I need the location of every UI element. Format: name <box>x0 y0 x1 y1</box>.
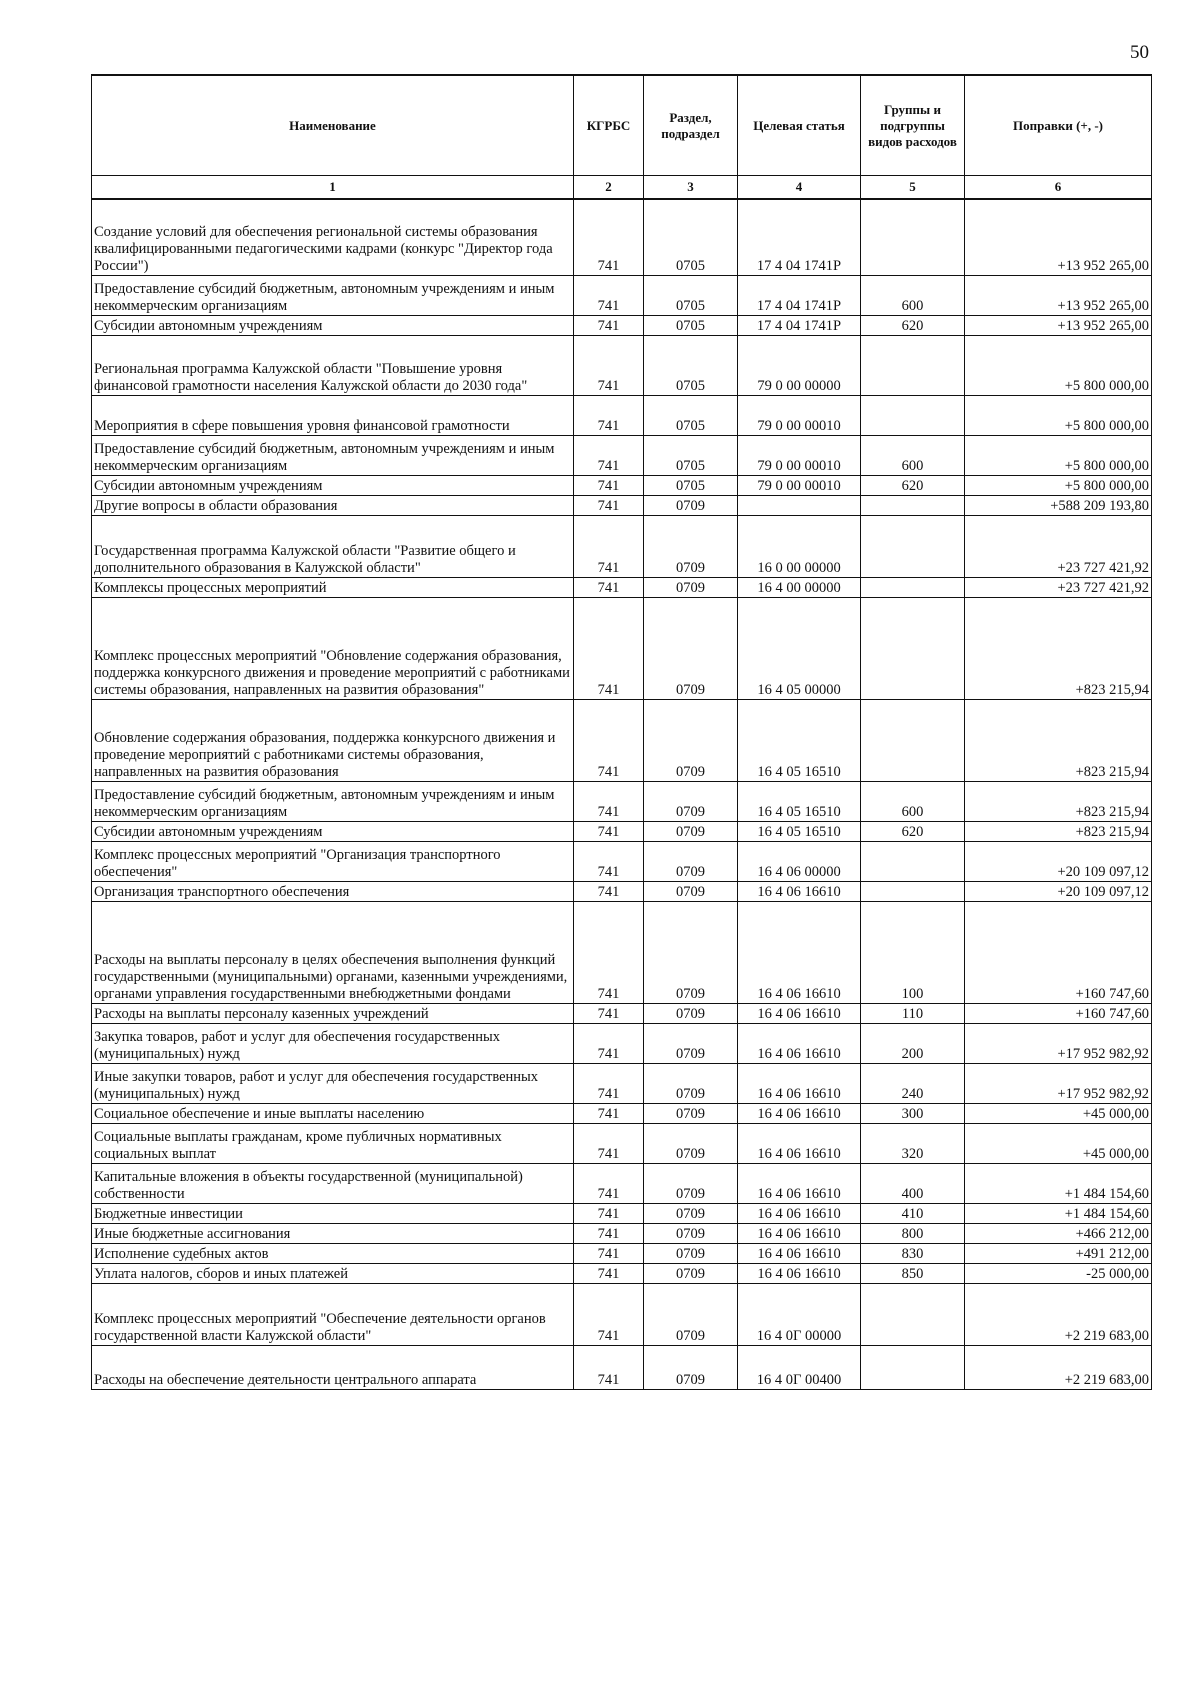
row-kgrbs: 741 <box>574 435 644 475</box>
row-expense-group: 300 <box>861 1103 965 1123</box>
row-name: Государственная программа Калужской области "Развитие общего и дополнительного образования в Калужской области" <box>92 515 574 577</box>
row-section: 0705 <box>644 335 738 395</box>
row-target-article: 79 0 00 00000 <box>738 335 861 395</box>
row-section: 0709 <box>644 1063 738 1103</box>
row-expense-group: 620 <box>861 315 965 335</box>
row-name: Субсидии автономным учреждениям <box>92 475 574 495</box>
row-name: Предоставление субсидий бюджетным, автономным учреждениям и иным некоммерческим организациям <box>92 275 574 315</box>
row-section: 0709 <box>644 1163 738 1203</box>
row-amendment-amount: +1 484 154,60 <box>965 1203 1152 1223</box>
row-target-article: 16 4 06 16610 <box>738 1063 861 1103</box>
row-name: Субсидии автономным учреждениям <box>92 315 574 335</box>
header-section: Раздел, подраздел <box>644 75 738 176</box>
page-number: 50 <box>1130 42 1149 63</box>
row-expense-group: 600 <box>861 781 965 821</box>
row-target-article: 16 4 06 00000 <box>738 841 861 881</box>
row-amendment-amount: +5 800 000,00 <box>965 435 1152 475</box>
table-row <box>92 577 1152 597</box>
row-expense-group <box>861 515 965 577</box>
row-kgrbs: 741 <box>574 1223 644 1243</box>
row-section: 0705 <box>644 315 738 335</box>
row-name: Другие вопросы в области образования <box>92 495 574 515</box>
table-header <box>92 75 1152 199</box>
row-section: 0709 <box>644 515 738 577</box>
row-target-article: 16 4 06 16610 <box>738 1123 861 1163</box>
row-amendment-amount: +13 952 265,00 <box>965 275 1152 315</box>
row-amendment-amount: +823 215,94 <box>965 597 1152 699</box>
row-kgrbs: 741 <box>574 495 644 515</box>
row-section: 0709 <box>644 1345 738 1389</box>
row-target-article: 16 4 06 16610 <box>738 1163 861 1203</box>
row-expense-group: 110 <box>861 1003 965 1023</box>
row-kgrbs: 741 <box>574 1023 644 1063</box>
row-kgrbs: 741 <box>574 1123 644 1163</box>
row-section: 0705 <box>644 275 738 315</box>
row-name: Социальные выплаты гражданам, кроме публичных нормативных социальных выплат <box>92 1123 574 1163</box>
row-section: 0709 <box>644 881 738 901</box>
row-kgrbs: 741 <box>574 699 644 781</box>
row-name: Исполнение судебных актов <box>92 1243 574 1263</box>
row-section: 0705 <box>644 199 738 275</box>
table-body <box>92 199 1152 1389</box>
row-target-article: 16 4 06 16610 <box>738 1103 861 1123</box>
table-row <box>92 1123 1152 1163</box>
table-row <box>92 1163 1152 1203</box>
row-target-article: 16 4 05 16510 <box>738 699 861 781</box>
row-kgrbs: 741 <box>574 395 644 435</box>
row-target-article: 16 4 06 16610 <box>738 881 861 901</box>
row-section: 0709 <box>644 577 738 597</box>
row-kgrbs: 741 <box>574 1003 644 1023</box>
row-amendment-amount: +491 212,00 <box>965 1243 1152 1263</box>
table-row <box>92 315 1152 335</box>
budget-amendments-table <box>91 74 1152 1390</box>
row-target-article: 16 4 05 00000 <box>738 597 861 699</box>
row-expense-group <box>861 199 965 275</box>
row-target-article: 79 0 00 00010 <box>738 475 861 495</box>
row-name: Обновление содержания образования, поддержка конкурсного движения и проведение мероприятий с работниками системы образования, направленных на развития образования <box>92 699 574 781</box>
row-kgrbs: 741 <box>574 1263 644 1283</box>
row-name: Закупка товаров, работ и услуг для обеспечения государственных (муниципальных) нужд <box>92 1023 574 1063</box>
row-kgrbs: 741 <box>574 1243 644 1263</box>
row-section: 0709 <box>644 1223 738 1243</box>
column-number: 3 <box>644 176 738 200</box>
table-row <box>92 699 1152 781</box>
table-row <box>92 781 1152 821</box>
row-kgrbs: 741 <box>574 1345 644 1389</box>
row-target-article: 16 4 06 16610 <box>738 1263 861 1283</box>
row-expense-group <box>861 335 965 395</box>
row-expense-group: 620 <box>861 475 965 495</box>
row-expense-group: 100 <box>861 901 965 1003</box>
row-amendment-amount: +588 209 193,80 <box>965 495 1152 515</box>
header-amendments: Поправки (+, -) <box>965 75 1152 176</box>
row-amendment-amount: +5 800 000,00 <box>965 335 1152 395</box>
column-number: 4 <box>738 176 861 200</box>
row-kgrbs: 741 <box>574 821 644 841</box>
table-row <box>92 821 1152 841</box>
table-row <box>92 275 1152 315</box>
row-name: Создание условий для обеспечения региональной системы образования квалифицированными педагогическими кадрами (конкурс "Директор года России") <box>92 199 574 275</box>
row-section: 0709 <box>644 1243 738 1263</box>
row-section: 0709 <box>644 1003 738 1023</box>
row-section: 0705 <box>644 395 738 435</box>
table-row <box>92 597 1152 699</box>
table-row <box>92 1063 1152 1103</box>
row-kgrbs: 741 <box>574 1203 644 1223</box>
row-kgrbs: 741 <box>574 315 644 335</box>
row-name: Организация транспортного обеспечения <box>92 881 574 901</box>
row-section: 0709 <box>644 1203 738 1223</box>
row-section: 0709 <box>644 841 738 881</box>
row-expense-group <box>861 495 965 515</box>
table-row <box>92 395 1152 435</box>
row-expense-group <box>861 395 965 435</box>
row-kgrbs: 741 <box>574 781 644 821</box>
row-amendment-amount: +2 219 683,00 <box>965 1283 1152 1345</box>
row-amendment-amount: +823 215,94 <box>965 821 1152 841</box>
row-amendment-amount: +23 727 421,92 <box>965 577 1152 597</box>
row-section: 0709 <box>644 781 738 821</box>
row-name: Расходы на обеспечение деятельности центрального аппарата <box>92 1345 574 1389</box>
row-target-article: 17 4 04 1741Р <box>738 315 861 335</box>
row-kgrbs: 741 <box>574 1163 644 1203</box>
table-row <box>92 335 1152 395</box>
row-amendment-amount: +160 747,60 <box>965 901 1152 1003</box>
row-name: Расходы на выплаты персоналу казенных учреждений <box>92 1003 574 1023</box>
row-section: 0709 <box>644 1283 738 1345</box>
row-amendment-amount: +20 109 097,12 <box>965 841 1152 881</box>
row-amendment-amount: +45 000,00 <box>965 1123 1152 1163</box>
row-amendment-amount: +2 219 683,00 <box>965 1345 1152 1389</box>
row-target-article: 16 4 06 16610 <box>738 1223 861 1243</box>
row-amendment-amount: +823 215,94 <box>965 699 1152 781</box>
table-row <box>92 881 1152 901</box>
row-amendment-amount: +1 484 154,60 <box>965 1163 1152 1203</box>
row-target-article: 16 4 05 16510 <box>738 821 861 841</box>
column-number: 5 <box>861 176 965 200</box>
row-target-article: 16 4 06 16610 <box>738 901 861 1003</box>
row-expense-group: 400 <box>861 1163 965 1203</box>
row-amendment-amount: +23 727 421,92 <box>965 515 1152 577</box>
row-kgrbs: 741 <box>574 515 644 577</box>
row-expense-group <box>861 881 965 901</box>
row-section: 0709 <box>644 1103 738 1123</box>
row-target-article: 16 4 06 16610 <box>738 1003 861 1023</box>
table-row <box>92 515 1152 577</box>
row-expense-group: 830 <box>861 1243 965 1263</box>
row-expense-group: 600 <box>861 435 965 475</box>
table-row <box>92 435 1152 475</box>
row-kgrbs: 741 <box>574 1063 644 1103</box>
row-section: 0709 <box>644 1023 738 1063</box>
row-name: Социальное обеспечение и иные выплаты населению <box>92 1103 574 1123</box>
row-name: Капитальные вложения в объекты государственной (муниципальной) собственности <box>92 1163 574 1203</box>
row-name: Комплекс процессных мероприятий "Организация транспортного обеспечения" <box>92 841 574 881</box>
row-kgrbs: 741 <box>574 1283 644 1345</box>
row-name: Региональная программа Калужской области "Повышение уровня финансовой грамотности населения Калужской области до 2030 года" <box>92 335 574 395</box>
row-target-article: 79 0 00 00010 <box>738 435 861 475</box>
row-expense-group: 800 <box>861 1223 965 1243</box>
header-row <box>92 75 1152 176</box>
row-section: 0709 <box>644 1123 738 1163</box>
column-number: 2 <box>574 176 644 200</box>
row-expense-group <box>861 1283 965 1345</box>
row-kgrbs: 741 <box>574 841 644 881</box>
row-kgrbs: 741 <box>574 901 644 1003</box>
row-amendment-amount: +17 952 982,92 <box>965 1063 1152 1103</box>
row-kgrbs: 741 <box>574 199 644 275</box>
row-target-article: 16 4 0Г 00000 <box>738 1283 861 1345</box>
header-target: Целевая статья <box>738 75 861 176</box>
row-amendment-amount: +5 800 000,00 <box>965 395 1152 435</box>
header-name: Наименование <box>92 75 574 176</box>
row-section: 0709 <box>644 699 738 781</box>
row-target-article: 17 4 04 1741Р <box>738 199 861 275</box>
row-name: Расходы на выплаты персоналу в целях обеспечения выполнения функций государственными (муниципальными) органами, казенными учреждениями, органами управления государственными внебюджетными фондами <box>92 901 574 1003</box>
row-amendment-amount: +13 952 265,00 <box>965 315 1152 335</box>
row-expense-group <box>861 597 965 699</box>
table-row <box>92 1103 1152 1123</box>
row-kgrbs: 741 <box>574 577 644 597</box>
column-number: 6 <box>965 176 1152 200</box>
row-name: Мероприятия в сфере повышения уровня финансовой грамотности <box>92 395 574 435</box>
table-row <box>92 1243 1152 1263</box>
table-row <box>92 1283 1152 1345</box>
row-expense-group <box>861 577 965 597</box>
row-expense-group: 600 <box>861 275 965 315</box>
row-section: 0709 <box>644 821 738 841</box>
row-target-article: 16 4 06 16610 <box>738 1023 861 1063</box>
row-name: Комплекс процессных мероприятий "Обеспечение деятельности органов государственной власти Калужской области" <box>92 1283 574 1345</box>
table-row <box>92 901 1152 1003</box>
row-section: 0705 <box>644 475 738 495</box>
row-amendment-amount: +160 747,60 <box>965 1003 1152 1023</box>
row-expense-group: 850 <box>861 1263 965 1283</box>
table-row <box>92 1203 1152 1223</box>
row-target-article: 16 4 05 16510 <box>738 781 861 821</box>
row-name: Предоставление субсидий бюджетным, автономным учреждениям и иным некоммерческим организациям <box>92 781 574 821</box>
row-name: Уплата налогов, сборов и иных платежей <box>92 1263 574 1283</box>
header-kgrbs: КГРБС <box>574 75 644 176</box>
table-row <box>92 1023 1152 1063</box>
row-amendment-amount: +45 000,00 <box>965 1103 1152 1123</box>
row-kgrbs: 741 <box>574 881 644 901</box>
row-amendment-amount: +823 215,94 <box>965 781 1152 821</box>
table-row <box>92 841 1152 881</box>
budget-table-container <box>91 74 1152 1390</box>
row-amendment-amount: +466 212,00 <box>965 1223 1152 1243</box>
row-kgrbs: 741 <box>574 597 644 699</box>
column-number: 1 <box>92 176 574 200</box>
row-expense-group: 240 <box>861 1063 965 1103</box>
row-target-article <box>738 495 861 515</box>
row-amendment-amount: +20 109 097,12 <box>965 881 1152 901</box>
table-row <box>92 1003 1152 1023</box>
row-section: 0709 <box>644 1263 738 1283</box>
row-expense-group <box>861 1345 965 1389</box>
row-name: Иные бюджетные ассигнования <box>92 1223 574 1243</box>
row-target-article: 16 4 06 16610 <box>738 1243 861 1263</box>
column-number-row <box>92 176 1152 200</box>
row-name: Комплекс процессных мероприятий "Обновление содержания образования, поддержка конкурсного движения и проведение мероприятий с работниками системы образования, направленных на развития образования" <box>92 597 574 699</box>
row-amendment-amount: +13 952 265,00 <box>965 199 1152 275</box>
row-expense-group: 620 <box>861 821 965 841</box>
row-expense-group <box>861 699 965 781</box>
table-row <box>92 1223 1152 1243</box>
row-section: 0709 <box>644 901 738 1003</box>
row-target-article: 16 0 00 00000 <box>738 515 861 577</box>
row-name: Иные закупки товаров, работ и услуг для обеспечения государственных (муниципальных) нужд <box>92 1063 574 1103</box>
row-name: Предоставление субсидий бюджетным, автономным учреждениям и иным некоммерческим организациям <box>92 435 574 475</box>
row-target-article: 16 4 00 00000 <box>738 577 861 597</box>
row-kgrbs: 741 <box>574 1103 644 1123</box>
row-expense-group <box>861 841 965 881</box>
row-name: Комплексы процессных мероприятий <box>92 577 574 597</box>
row-kgrbs: 741 <box>574 335 644 395</box>
row-amendment-amount: -25 000,00 <box>965 1263 1152 1283</box>
row-expense-group: 410 <box>861 1203 965 1223</box>
row-expense-group: 200 <box>861 1023 965 1063</box>
table-row <box>92 199 1152 275</box>
table-row <box>92 1345 1152 1389</box>
table-row <box>92 1263 1152 1283</box>
row-name: Субсидии автономным учреждениям <box>92 821 574 841</box>
row-amendment-amount: +5 800 000,00 <box>965 475 1152 495</box>
row-target-article: 16 4 06 16610 <box>738 1203 861 1223</box>
row-amendment-amount: +17 952 982,92 <box>965 1023 1152 1063</box>
table-row <box>92 475 1152 495</box>
row-kgrbs: 741 <box>574 275 644 315</box>
row-target-article: 79 0 00 00010 <box>738 395 861 435</box>
table-row <box>92 495 1152 515</box>
row-target-article: 17 4 04 1741Р <box>738 275 861 315</box>
row-section: 0705 <box>644 435 738 475</box>
row-kgrbs: 741 <box>574 475 644 495</box>
row-section: 0709 <box>644 597 738 699</box>
row-name: Бюджетные инвестиции <box>92 1203 574 1223</box>
row-expense-group: 320 <box>861 1123 965 1163</box>
row-section: 0709 <box>644 495 738 515</box>
header-groups: Группы и подгруппы видов расходов <box>861 75 965 176</box>
row-target-article: 16 4 0Г 00400 <box>738 1345 861 1389</box>
